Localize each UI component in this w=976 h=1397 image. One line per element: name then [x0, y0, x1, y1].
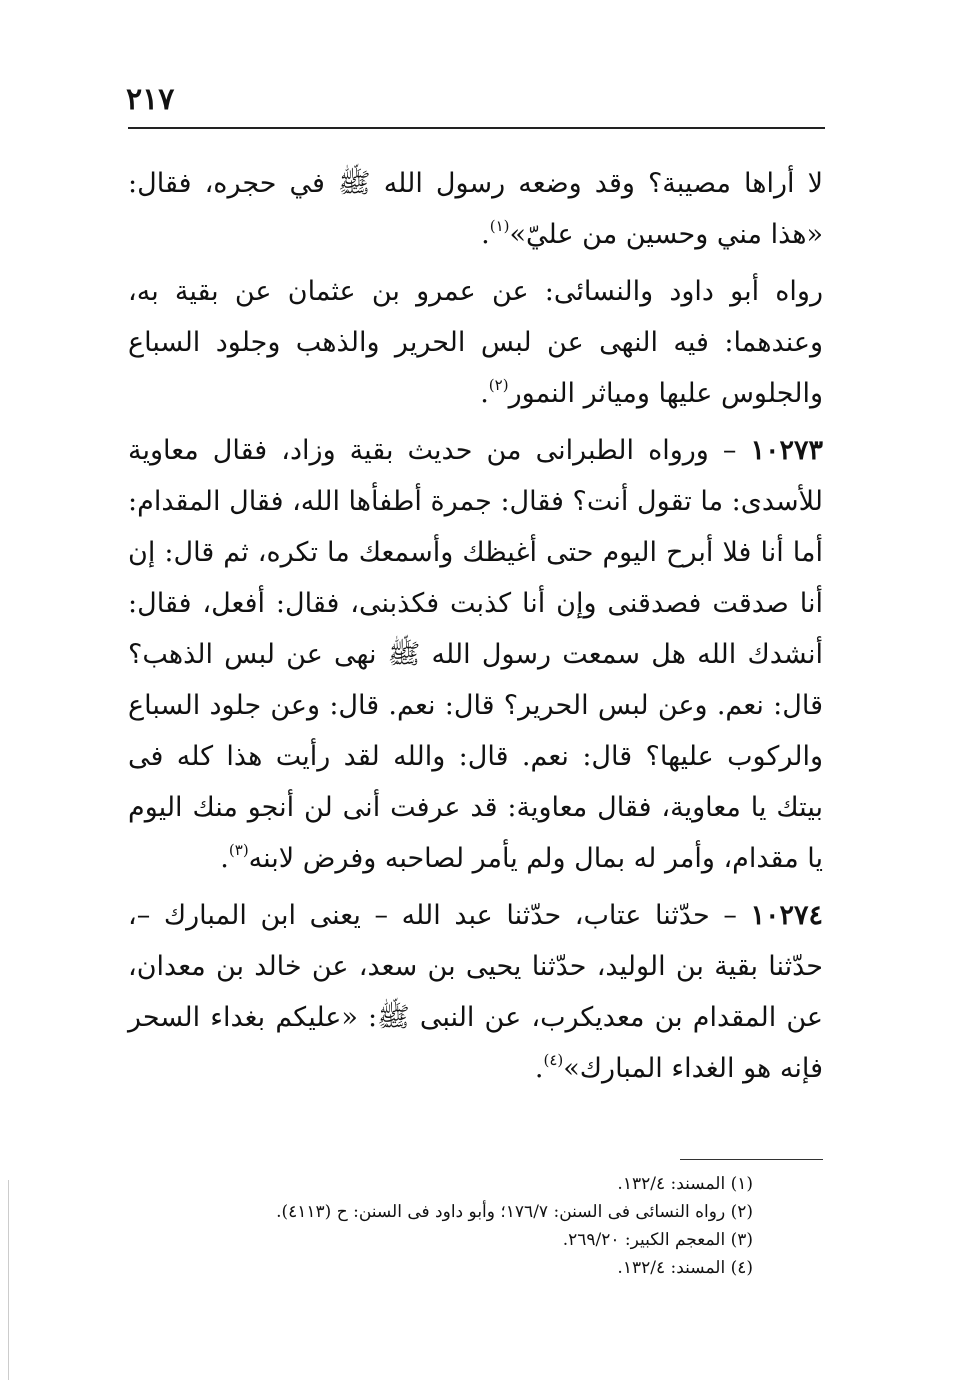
footnotes — [128, 1170, 823, 1282]
footnote-ref: (٣) — [228, 841, 249, 859]
body-text — [128, 158, 823, 1100]
footnote-1: (١) المسند: ١٣٢/٤. — [617, 1174, 753, 1194]
footnote-ref: (١) — [489, 217, 510, 235]
paragraph-text: – حدّثنا عتاب، حدّثنا عبد الله – يعنى ابن المبارك –، حدّثنا بقية بن الوليد، حدّثنا يحيى بن سعد، عن خالد بن معدان، عن المقدام بن معديكرب، عن النبى ﷺ: «عليكم بغداء السحر فإنه هو الغداء المبارك» — [128, 900, 823, 1084]
hadith-number: ١٠٢٧٣ — [750, 435, 823, 466]
paragraph-text: – ورواه الطبرانى من حديث بقية وزاد، فقال معاوية للأسدى: ما تقول أنت؟ فقال: جمرة أطفأها الله، فقال المقدام: أما أنا فلا أبرح اليوم حتى أغيظك وأسمعك ما تكره، ثم قال: إن أنا صدقت فصدقنى وإن أنا كذبت فكذبنى، فقال: أفعل، فقال: أنشدك الله هل سمعت رسول الله ﷺ نهى عن لبس الذهب؟ قال: نعم. وعن لبس الحرير؟ قال: نعم. قال: وعن جلود السباع والركوب عليها؟ قال: نعم. قال: والله لقد رأيت هذا كله فى بيتك يا معاوية، فقال معاوية: قد عرفت أنى لن أنجو منك اليوم يا مقدام، وأمر له بمال ولم يأمر لصاحبه وفرض لابنه — [128, 435, 824, 874]
footnote-rule — [680, 1159, 823, 1160]
footnote-ref: (٤) — [543, 1051, 564, 1069]
footnote-3: (٣) المعجم الكبير: ٢٦٩/٢٠. — [562, 1230, 753, 1250]
paragraph-end: . — [481, 219, 490, 250]
footnote-ref: (٢) — [488, 376, 509, 394]
hadith-number: ١٠٢٧٤ — [750, 900, 823, 931]
paragraph-4 — [128, 890, 823, 1094]
paragraph-text: رواه أبو داود والنسائى: عن عمرو بن عثمان عن بقية به، وعندهما: فيه النهى عن لبس الحرير والذهب وجلود السباع والجلوس عليها ومياثر النمور — [128, 276, 823, 409]
paragraph-2 — [128, 266, 823, 419]
paragraph-1 — [128, 158, 823, 260]
footnote-2: (٢) رواه النسائى فى السنن: ١٧٦/٧؛ وأبو داود فى السنن: ح (٤١١٣). — [276, 1202, 753, 1222]
paragraph-text: لا أراها مصيبة؟ وقد وضعه رسول الله ﷺ في حجره، فقال: «هذا مني وحسين من عليّ» — [128, 168, 823, 250]
paragraph-end: . — [534, 1053, 544, 1084]
header-rule — [128, 127, 825, 129]
scan-margin-mark — [8, 1180, 9, 1380]
page-number: ٢١٧ — [126, 82, 175, 117]
footnote-4: (٤) المسند: ١٣٢/٤. — [617, 1258, 753, 1278]
paragraph-end: . — [480, 378, 489, 409]
paragraph-end: . — [220, 843, 229, 874]
paragraph-3 — [128, 425, 823, 884]
